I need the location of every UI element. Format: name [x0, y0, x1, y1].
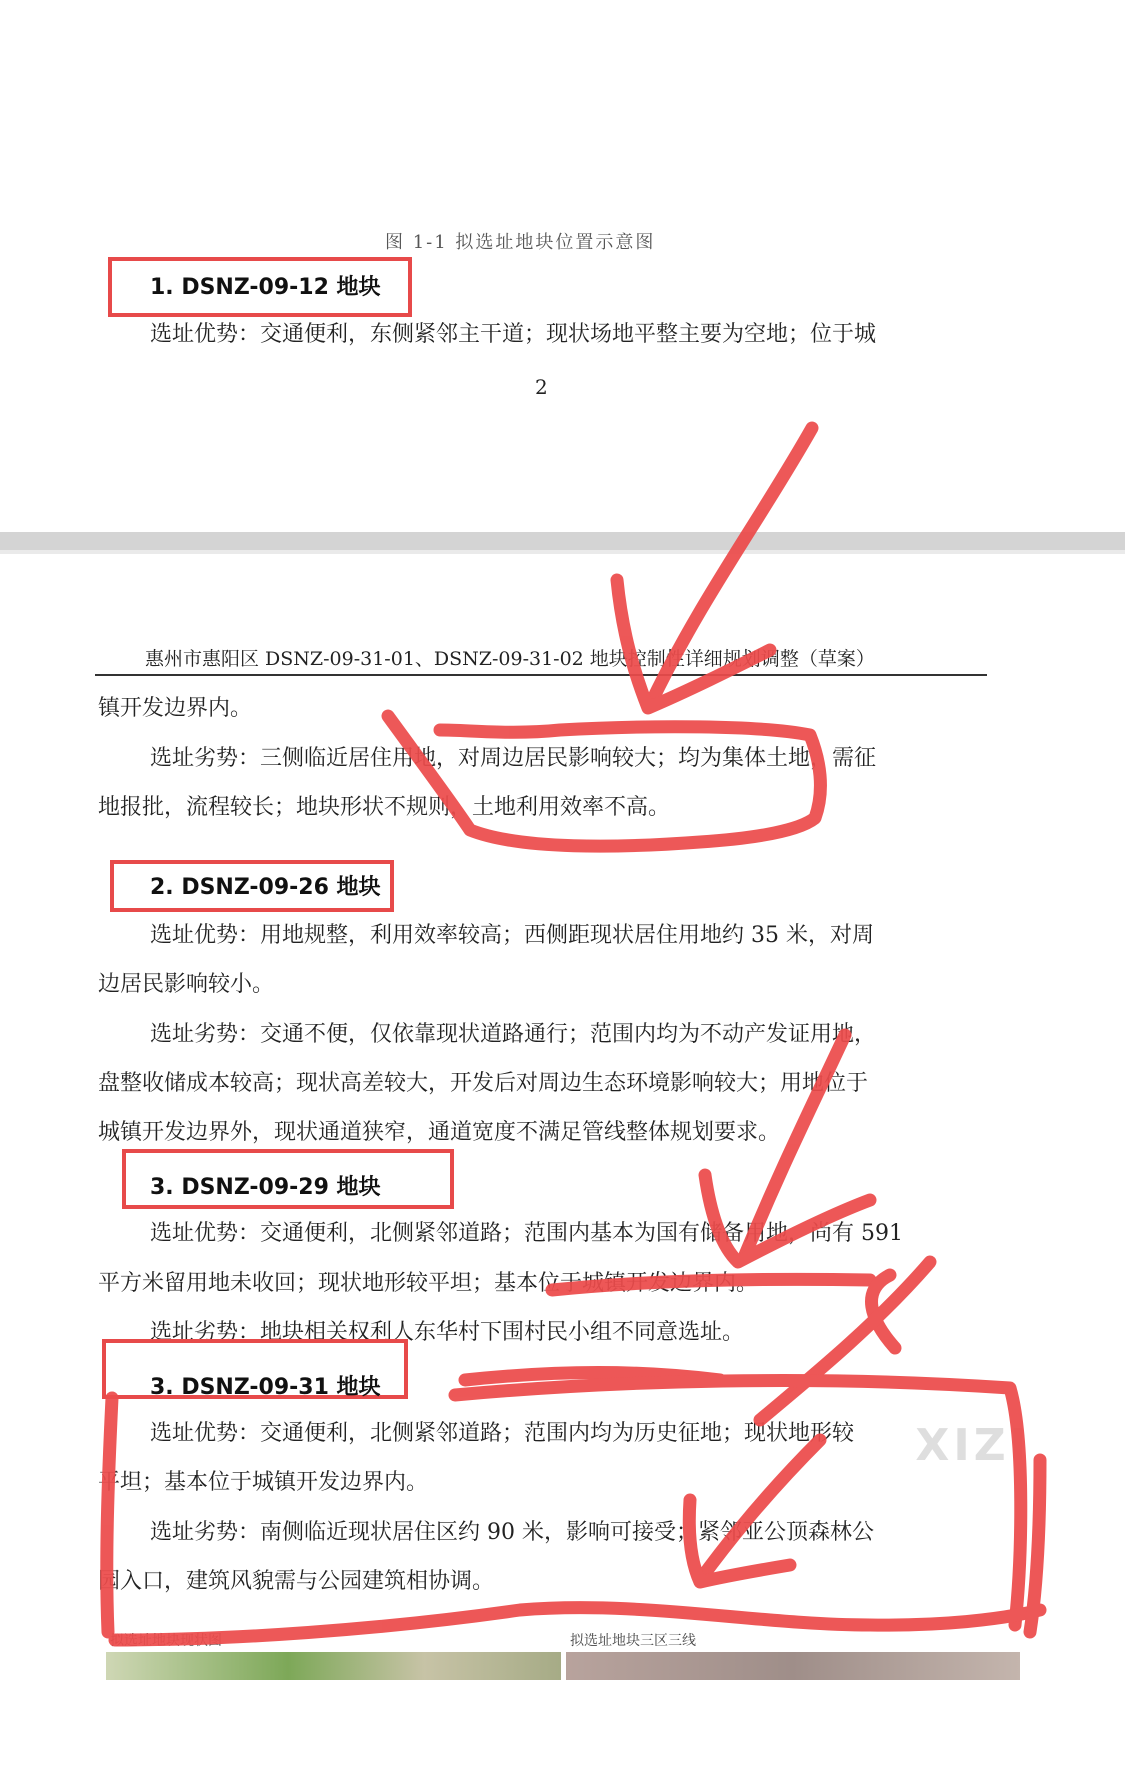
thumbnail-label: 拟选址地块三区三线: [570, 1633, 696, 1649]
watermark-logo: XIZI: [915, 1420, 1030, 1471]
paragraph-line: 盘整收储成本较高；现状高差较大，开发后对周边生态环境影响较大；用地位于: [98, 1071, 869, 1096]
thumbnail-label: 拟选址地块现状图: [110, 1633, 222, 1649]
paragraph-line: 选址优势：交通便利，东侧紧邻主干道；现状场地平整主要为空地；位于城: [150, 322, 877, 347]
paragraph-line: 选址优势：交通便利，北侧紧邻道路；范围内基本为国有储备用地，尚有 591: [150, 1221, 903, 1246]
paragraph-line: 城镇开发边界外，现状通道狭窄，通道宽度不满足管线整体规划要求。: [98, 1120, 781, 1145]
paragraph-line: 地报批，流程较长；地块形状不规则，土地利用效率不高。: [98, 795, 671, 820]
page-separator: [0, 532, 1125, 550]
paragraph-line: 选址劣势：交通不便，仅依靠现状道路通行；范围内均为不动产发证用地，: [150, 1022, 877, 1047]
paragraph-line: 边居民影响较小。: [98, 972, 275, 997]
paragraph-line: 选址优势：交通便利，北侧紧邻道路；范围内均为历史征地；现状地形较: [150, 1421, 855, 1446]
header-rule: [95, 674, 987, 676]
section-heading-1: 1. DSNZ-09-12 地块: [150, 275, 381, 300]
section-heading-3: 3. DSNZ-09-29 地块: [150, 1175, 381, 1200]
document-page-1: [0, 0, 1125, 530]
page-number: 2: [535, 375, 548, 399]
map-thumbnail-status: [106, 1630, 561, 1680]
paragraph-line: 园入口，建筑风貌需与公园建筑相协调。: [98, 1569, 495, 1594]
paragraph-line: 选址劣势：三侧临近居住用地，对周边居民影响较大；均为集体土地，需征: [150, 746, 877, 771]
map-thumbnail-zones: [566, 1630, 1020, 1680]
paragraph-line: 选址劣势：地块相关权利人东华村下围村民小组不同意选址。: [150, 1320, 745, 1345]
document-page-2: [0, 554, 1125, 1791]
paragraph-line: 选址优势：用地规整，利用效率较高；西侧距现状居住用地约 35 米，对周: [150, 923, 874, 948]
paragraph-line: 镇开发边界内。: [98, 696, 253, 721]
paragraph-line: 平坦；基本位于城镇开发边界内。: [98, 1470, 429, 1495]
page-header-title: 惠州市惠阳区 DSNZ-09-31-01、DSNZ-09-31-02 地块控制性详细规划调整（草案）: [145, 648, 875, 670]
section-heading-4: 3. DSNZ-09-31 地块: [150, 1375, 381, 1400]
paragraph-line: 平方米留用地未收回；现状地形较平坦；基本位于城镇开发边界内。: [98, 1271, 759, 1296]
paragraph-line: 选址劣势：南侧临近现状居住区约 90 米，影响可接受；紧邻亚公顶森林公: [150, 1520, 874, 1545]
figure-caption: 图 1-1 拟选址地块位置示意图: [385, 232, 656, 253]
section-heading-2: 2. DSNZ-09-26 地块: [150, 875, 381, 900]
